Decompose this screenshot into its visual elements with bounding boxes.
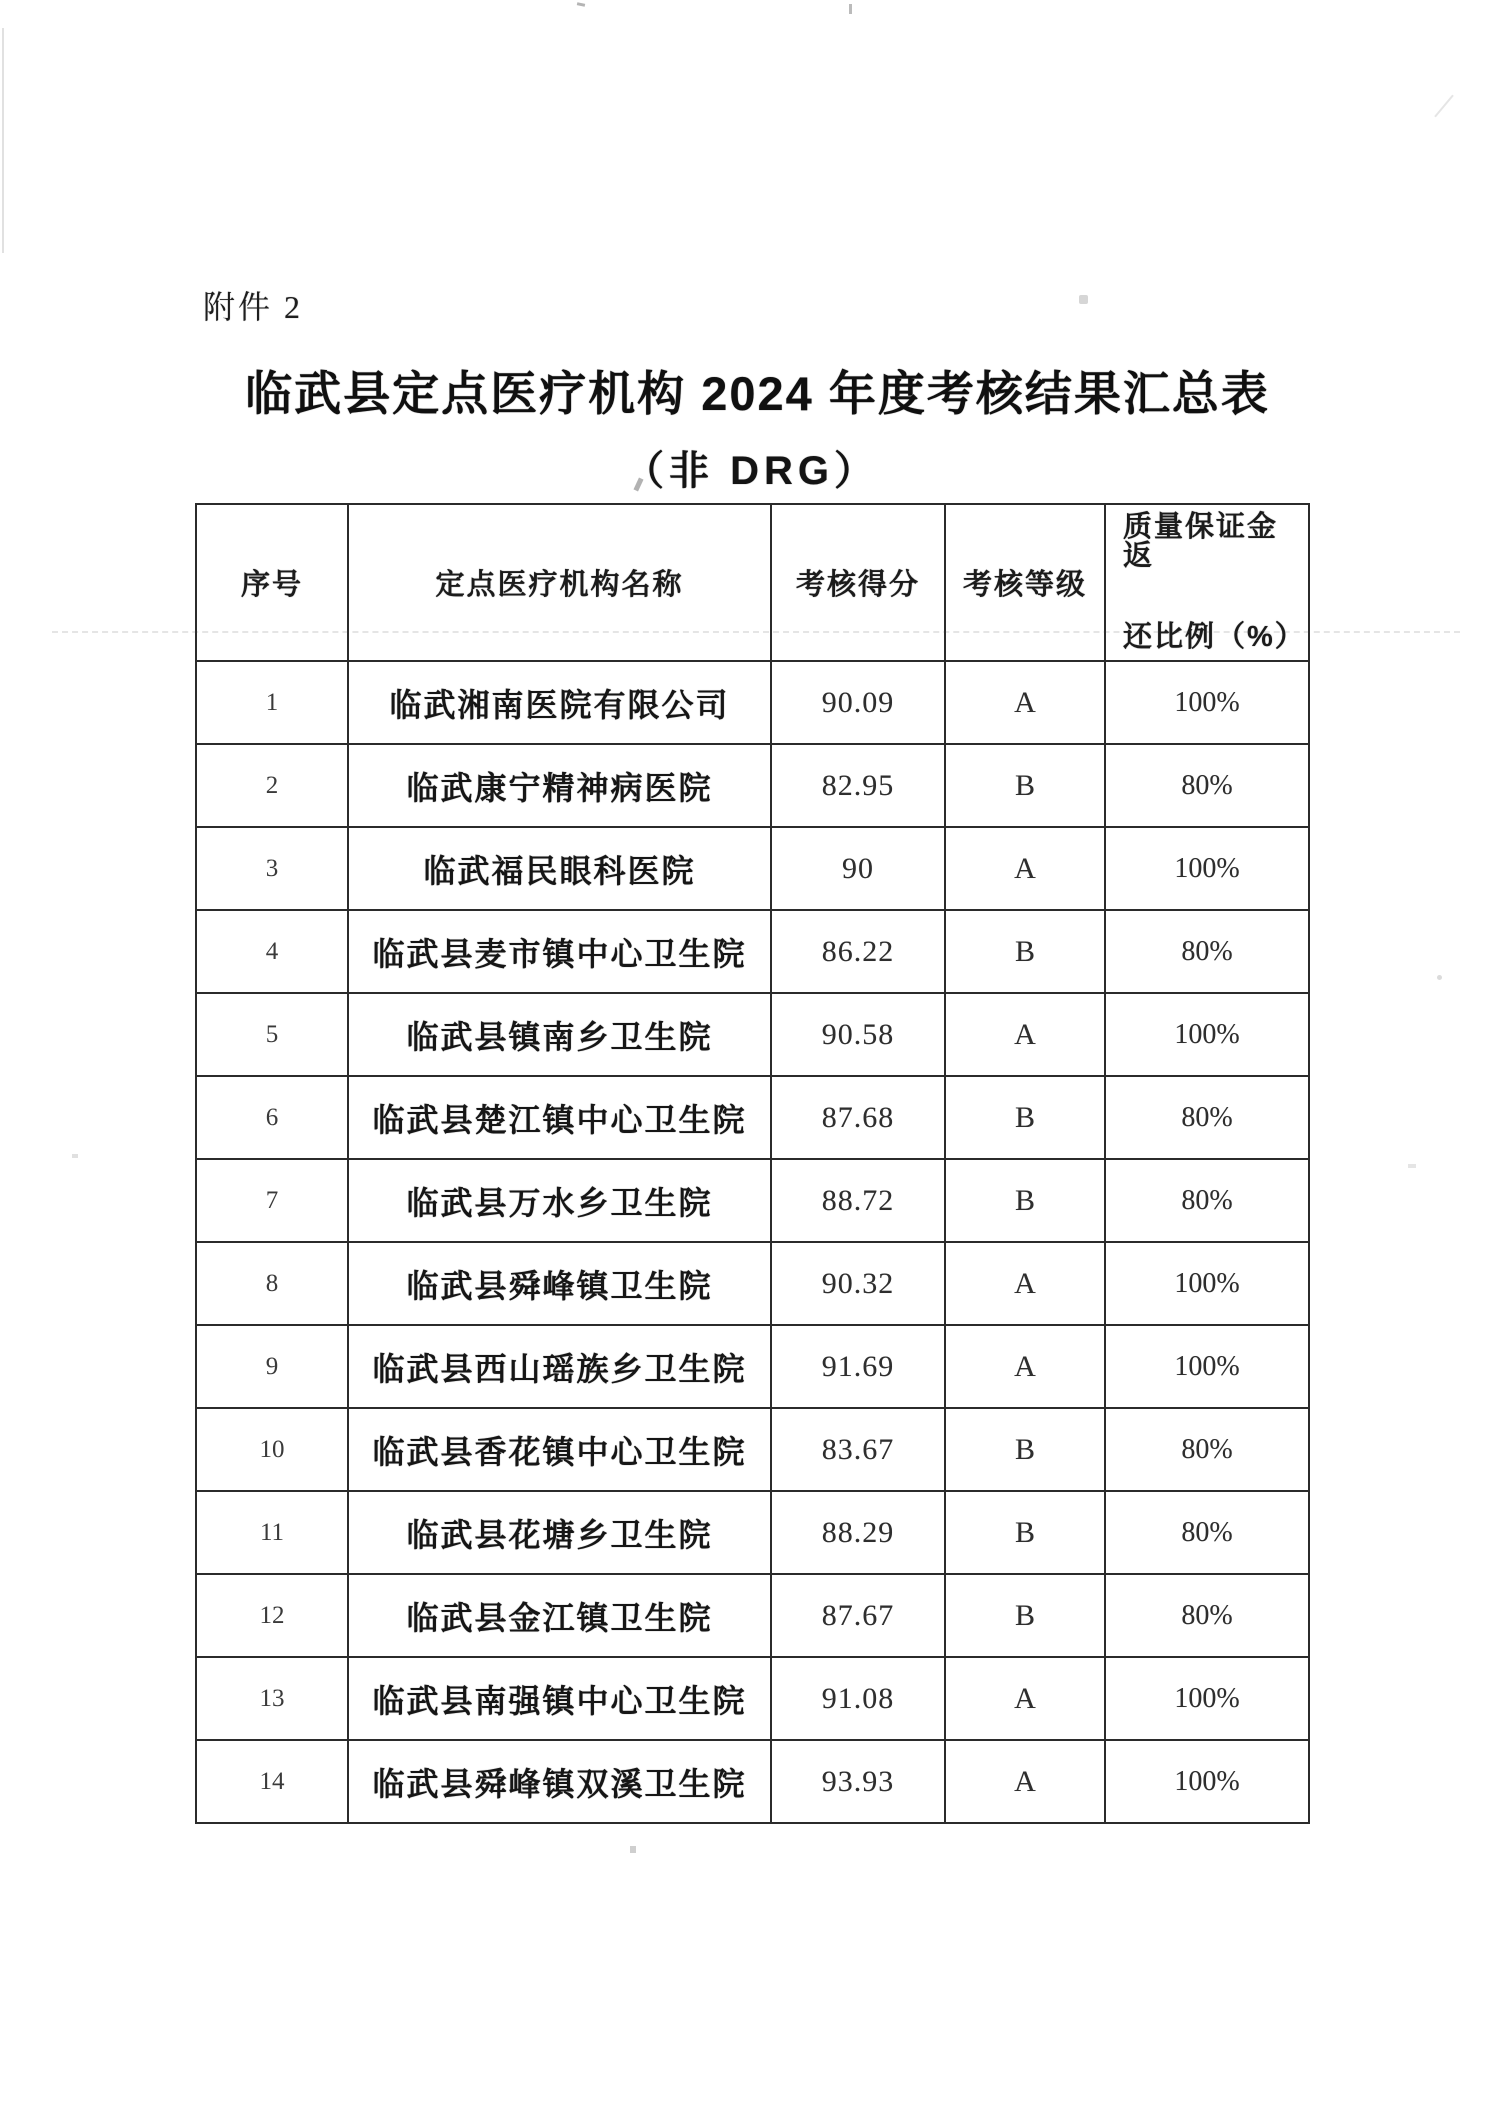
cell-ratio: 80% <box>1105 1076 1309 1159</box>
cell-ratio: 80% <box>1105 910 1309 993</box>
cell-name: 临武县舜峰镇双溪卫生院 <box>348 1740 771 1823</box>
cell-name: 临武县楚江镇中心卫生院 <box>348 1076 771 1159</box>
cell-name: 临武县镇南乡卫生院 <box>348 993 771 1076</box>
cell-index: 14 <box>196 1740 348 1823</box>
cell-name: 临武县香花镇中心卫生院 <box>348 1408 771 1491</box>
cell-index: 7 <box>196 1159 348 1242</box>
header-index: 序号 <box>196 504 348 661</box>
header-grade: 考核等级 <box>945 504 1105 661</box>
scan-speck <box>72 1154 78 1158</box>
cell-ratio: 80% <box>1105 1159 1309 1242</box>
cell-name: 临武县金江镇卫生院 <box>348 1574 771 1657</box>
cell-score: 90.09 <box>771 661 945 744</box>
scan-speck <box>2 28 4 253</box>
table-row <box>196 1159 1309 1242</box>
cell-score: 90.58 <box>771 993 945 1076</box>
cell-name: 临武县西山瑶族乡卫生院 <box>348 1325 771 1408</box>
cell-name: 临武县花塘乡卫生院 <box>348 1491 771 1574</box>
cell-score: 90 <box>771 827 945 910</box>
cell-grade: A <box>945 993 1105 1076</box>
cell-index: 9 <box>196 1325 348 1408</box>
table-body <box>196 661 1309 1823</box>
cell-index: 2 <box>196 744 348 827</box>
cell-index: 13 <box>196 1657 348 1740</box>
table-row <box>196 1574 1309 1657</box>
table-row <box>196 744 1309 827</box>
table-row <box>196 1491 1309 1574</box>
cell-score: 87.67 <box>771 1574 945 1657</box>
cell-name: 临武县南强镇中心卫生院 <box>348 1657 771 1740</box>
scan-speck <box>1079 295 1088 304</box>
cell-ratio: 100% <box>1105 1657 1309 1740</box>
cell-grade: B <box>945 1574 1105 1657</box>
attachment-label: 附件 2 <box>203 289 304 325</box>
cell-name: 临武湘南医院有限公司 <box>348 661 771 744</box>
header-deposit-return-ratio-line1: 质量保证金返 <box>1123 511 1279 572</box>
cell-grade: A <box>945 1242 1105 1325</box>
scan-speck <box>1437 975 1442 980</box>
cell-index: 11 <box>196 1491 348 1574</box>
table-row <box>196 1242 1309 1325</box>
cell-name: 临武福民眼科医院 <box>348 827 771 910</box>
cell-score: 87.68 <box>771 1076 945 1159</box>
cell-name: 临武康宁精神病医院 <box>348 744 771 827</box>
cell-grade: B <box>945 1408 1105 1491</box>
table-row <box>196 1740 1309 1823</box>
table-row <box>196 993 1309 1076</box>
table-row <box>196 1408 1309 1491</box>
cell-grade: A <box>945 1325 1105 1408</box>
cell-name: 临武县万水乡卫生院 <box>348 1159 771 1242</box>
cell-ratio: 100% <box>1105 1740 1309 1823</box>
cell-ratio: 80% <box>1105 1491 1309 1574</box>
scan-speck <box>577 2 585 7</box>
cell-score: 88.72 <box>771 1159 945 1242</box>
cell-index: 8 <box>196 1242 348 1325</box>
cell-ratio: 100% <box>1105 993 1309 1076</box>
cell-ratio: 100% <box>1105 661 1309 744</box>
cell-grade: B <box>945 1076 1105 1159</box>
cell-grade: B <box>945 1159 1105 1242</box>
table-row <box>196 1657 1309 1740</box>
table-row <box>196 661 1309 744</box>
cell-grade: A <box>945 1740 1105 1823</box>
cell-score: 91.69 <box>771 1325 945 1408</box>
cell-grade: B <box>945 744 1105 827</box>
scan-speck <box>1408 1164 1416 1168</box>
assessment-results-table <box>195 503 1310 1824</box>
cell-score: 86.22 <box>771 910 945 993</box>
cell-ratio: 100% <box>1105 827 1309 910</box>
cell-index: 4 <box>196 910 348 993</box>
cell-score: 91.08 <box>771 1657 945 1740</box>
scan-speck <box>630 1846 636 1853</box>
cell-ratio: 100% <box>1105 1325 1309 1408</box>
table-row <box>196 1325 1309 1408</box>
page-subtitle: （非 DRG） <box>624 449 879 493</box>
cell-ratio: 80% <box>1105 1408 1309 1491</box>
scan-speck <box>1434 95 1454 118</box>
header-institution-name: 定点医疗机构名称 <box>348 504 771 661</box>
table-row <box>196 1076 1309 1159</box>
page-title: 临武县定点医疗机构 2024 年度考核结果汇总表 <box>245 367 1270 420</box>
cell-name: 临武县麦市镇中心卫生院 <box>348 910 771 993</box>
cell-score: 82.95 <box>771 744 945 827</box>
header-deposit-return-ratio <box>1105 504 1309 661</box>
cell-score: 83.67 <box>771 1408 945 1491</box>
table-row <box>196 910 1309 993</box>
cell-name: 临武县舜峰镇卫生院 <box>348 1242 771 1325</box>
cell-grade: A <box>945 1657 1105 1740</box>
scan-artifact-line <box>52 631 1460 633</box>
header-score: 考核得分 <box>771 504 945 661</box>
cell-index: 5 <box>196 993 348 1076</box>
cell-score: 90.32 <box>771 1242 945 1325</box>
cell-score: 93.93 <box>771 1740 945 1823</box>
cell-grade: B <box>945 1491 1105 1574</box>
cell-index: 6 <box>196 1076 348 1159</box>
cell-ratio: 80% <box>1105 1574 1309 1657</box>
scan-speck <box>849 4 852 14</box>
cell-grade: B <box>945 910 1105 993</box>
cell-index: 1 <box>196 661 348 744</box>
cell-ratio: 100% <box>1105 1242 1309 1325</box>
cell-index: 3 <box>196 827 348 910</box>
cell-grade: A <box>945 827 1105 910</box>
cell-ratio: 80% <box>1105 744 1309 827</box>
table-header-row <box>196 504 1309 661</box>
table-row <box>196 827 1309 910</box>
header-deposit-return-ratio-line2: 还比例（%） <box>1123 621 1306 653</box>
cell-index: 12 <box>196 1574 348 1657</box>
cell-grade: A <box>945 661 1105 744</box>
cell-score: 88.29 <box>771 1491 945 1574</box>
cell-index: 10 <box>196 1408 348 1491</box>
